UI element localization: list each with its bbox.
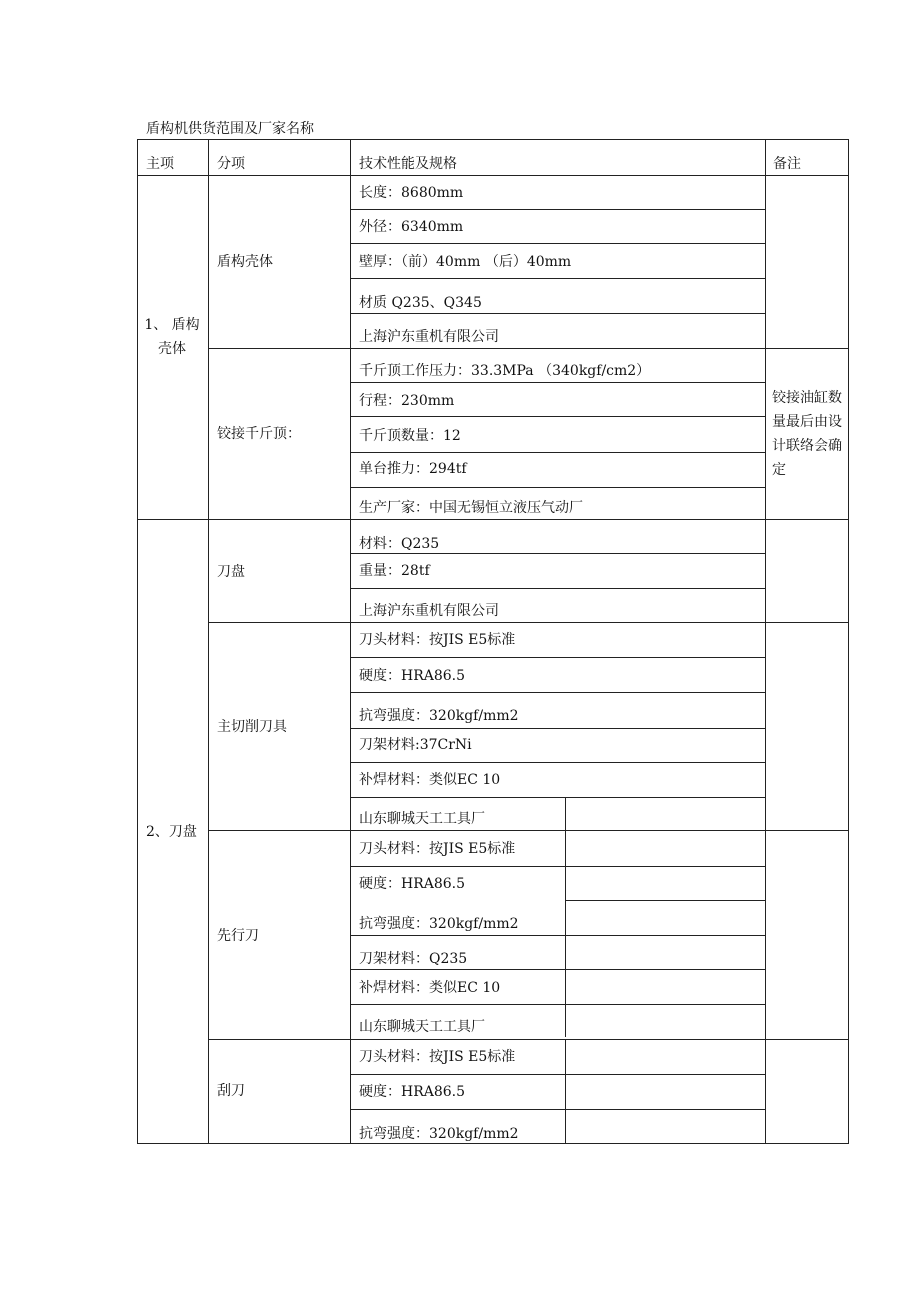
manufacturer-cell: 生产厂家：中国无锡恒立液压气动厂 — [359, 500, 583, 516]
header-sub-item: 分项 — [217, 156, 245, 172]
spec-cell: 长度：8680mm — [359, 185, 464, 201]
spec-cell: 材料：Q235 — [359, 536, 440, 552]
spec-cell: 补焊材料：类似EC 10 — [359, 772, 501, 788]
spec-cell: 刀架材料:37CrNi — [359, 737, 472, 753]
header-main-item: 主项 — [146, 156, 174, 172]
spec-cell: 壁厚：（前）40mm （后）40mm — [359, 254, 572, 270]
spec-cell: 刀头材料：按JIS E5标准 — [359, 632, 516, 648]
manufacturer-cell: 山东聊城天工工具厂 — [359, 811, 485, 827]
spec-cell: 行程：230mm — [359, 393, 455, 409]
main-item-cutter-disc: 2、刀盘 — [146, 824, 197, 840]
spec-cell: 硬度：HRA86.5 — [359, 668, 466, 684]
spec-cell: 硬度：HRA86.5 — [359, 876, 466, 892]
spec-cell: 刀头材料：按JIS E5标准 — [359, 841, 516, 857]
spec-cell: 抗弯强度：320kgf/mm2 — [359, 1126, 519, 1142]
spec-cell: 重量：28tf — [359, 563, 430, 579]
sub-item-main-cutter: 主切削刀具 — [217, 719, 287, 735]
page-title: 盾构机供货范围及厂家名称 — [146, 121, 314, 137]
spec-cell: 千斤顶工作压力：33.3MPa （340kgf/cm2） — [359, 363, 651, 379]
spec-cell: 硬度：HRA86.5 — [359, 1084, 466, 1100]
sub-item-scraper: 刮刀 — [217, 1083, 245, 1099]
sub-item-jack: 铰接千斤顶： — [217, 426, 301, 442]
manufacturer-cell: 山东聊城天工工具厂 — [359, 1019, 485, 1035]
sub-item-disc: 刀盘 — [217, 564, 245, 580]
spec-cell: 抗弯强度：320kgf/mm2 — [359, 916, 519, 932]
spec-cell: 抗弯强度：320kgf/mm2 — [359, 708, 519, 724]
header-spec: 技术性能及规格 — [359, 156, 457, 172]
manufacturer-cell: 上海沪东重机有限公司 — [359, 329, 499, 345]
manufacturer-cell: 上海沪东重机有限公司 — [359, 603, 499, 619]
header-note: 备注 — [773, 156, 801, 172]
spec-cell: 刀头材料：按JIS E5标准 — [359, 1049, 516, 1065]
note-cell: 铰接油缸数量最后由设计联络会确定 — [772, 390, 842, 478]
spec-cell: 刀架材料：Q235 — [359, 951, 468, 967]
spec-cell: 补焊材料：类似EC 10 — [359, 980, 501, 996]
spec-cell: 外径：6340mm — [359, 219, 464, 235]
spec-cell: 千斤顶数量：12 — [359, 428, 461, 444]
spec-cell: 单台推力：294tf — [359, 461, 467, 477]
main-item-shell: 1、 盾构 壳体 — [144, 317, 200, 357]
spec-cell: 材质 Q235、Q345 — [359, 295, 482, 311]
sub-item-lead-cutter: 先行刀 — [217, 928, 259, 944]
sub-item-shell: 盾构壳体 — [217, 254, 273, 270]
